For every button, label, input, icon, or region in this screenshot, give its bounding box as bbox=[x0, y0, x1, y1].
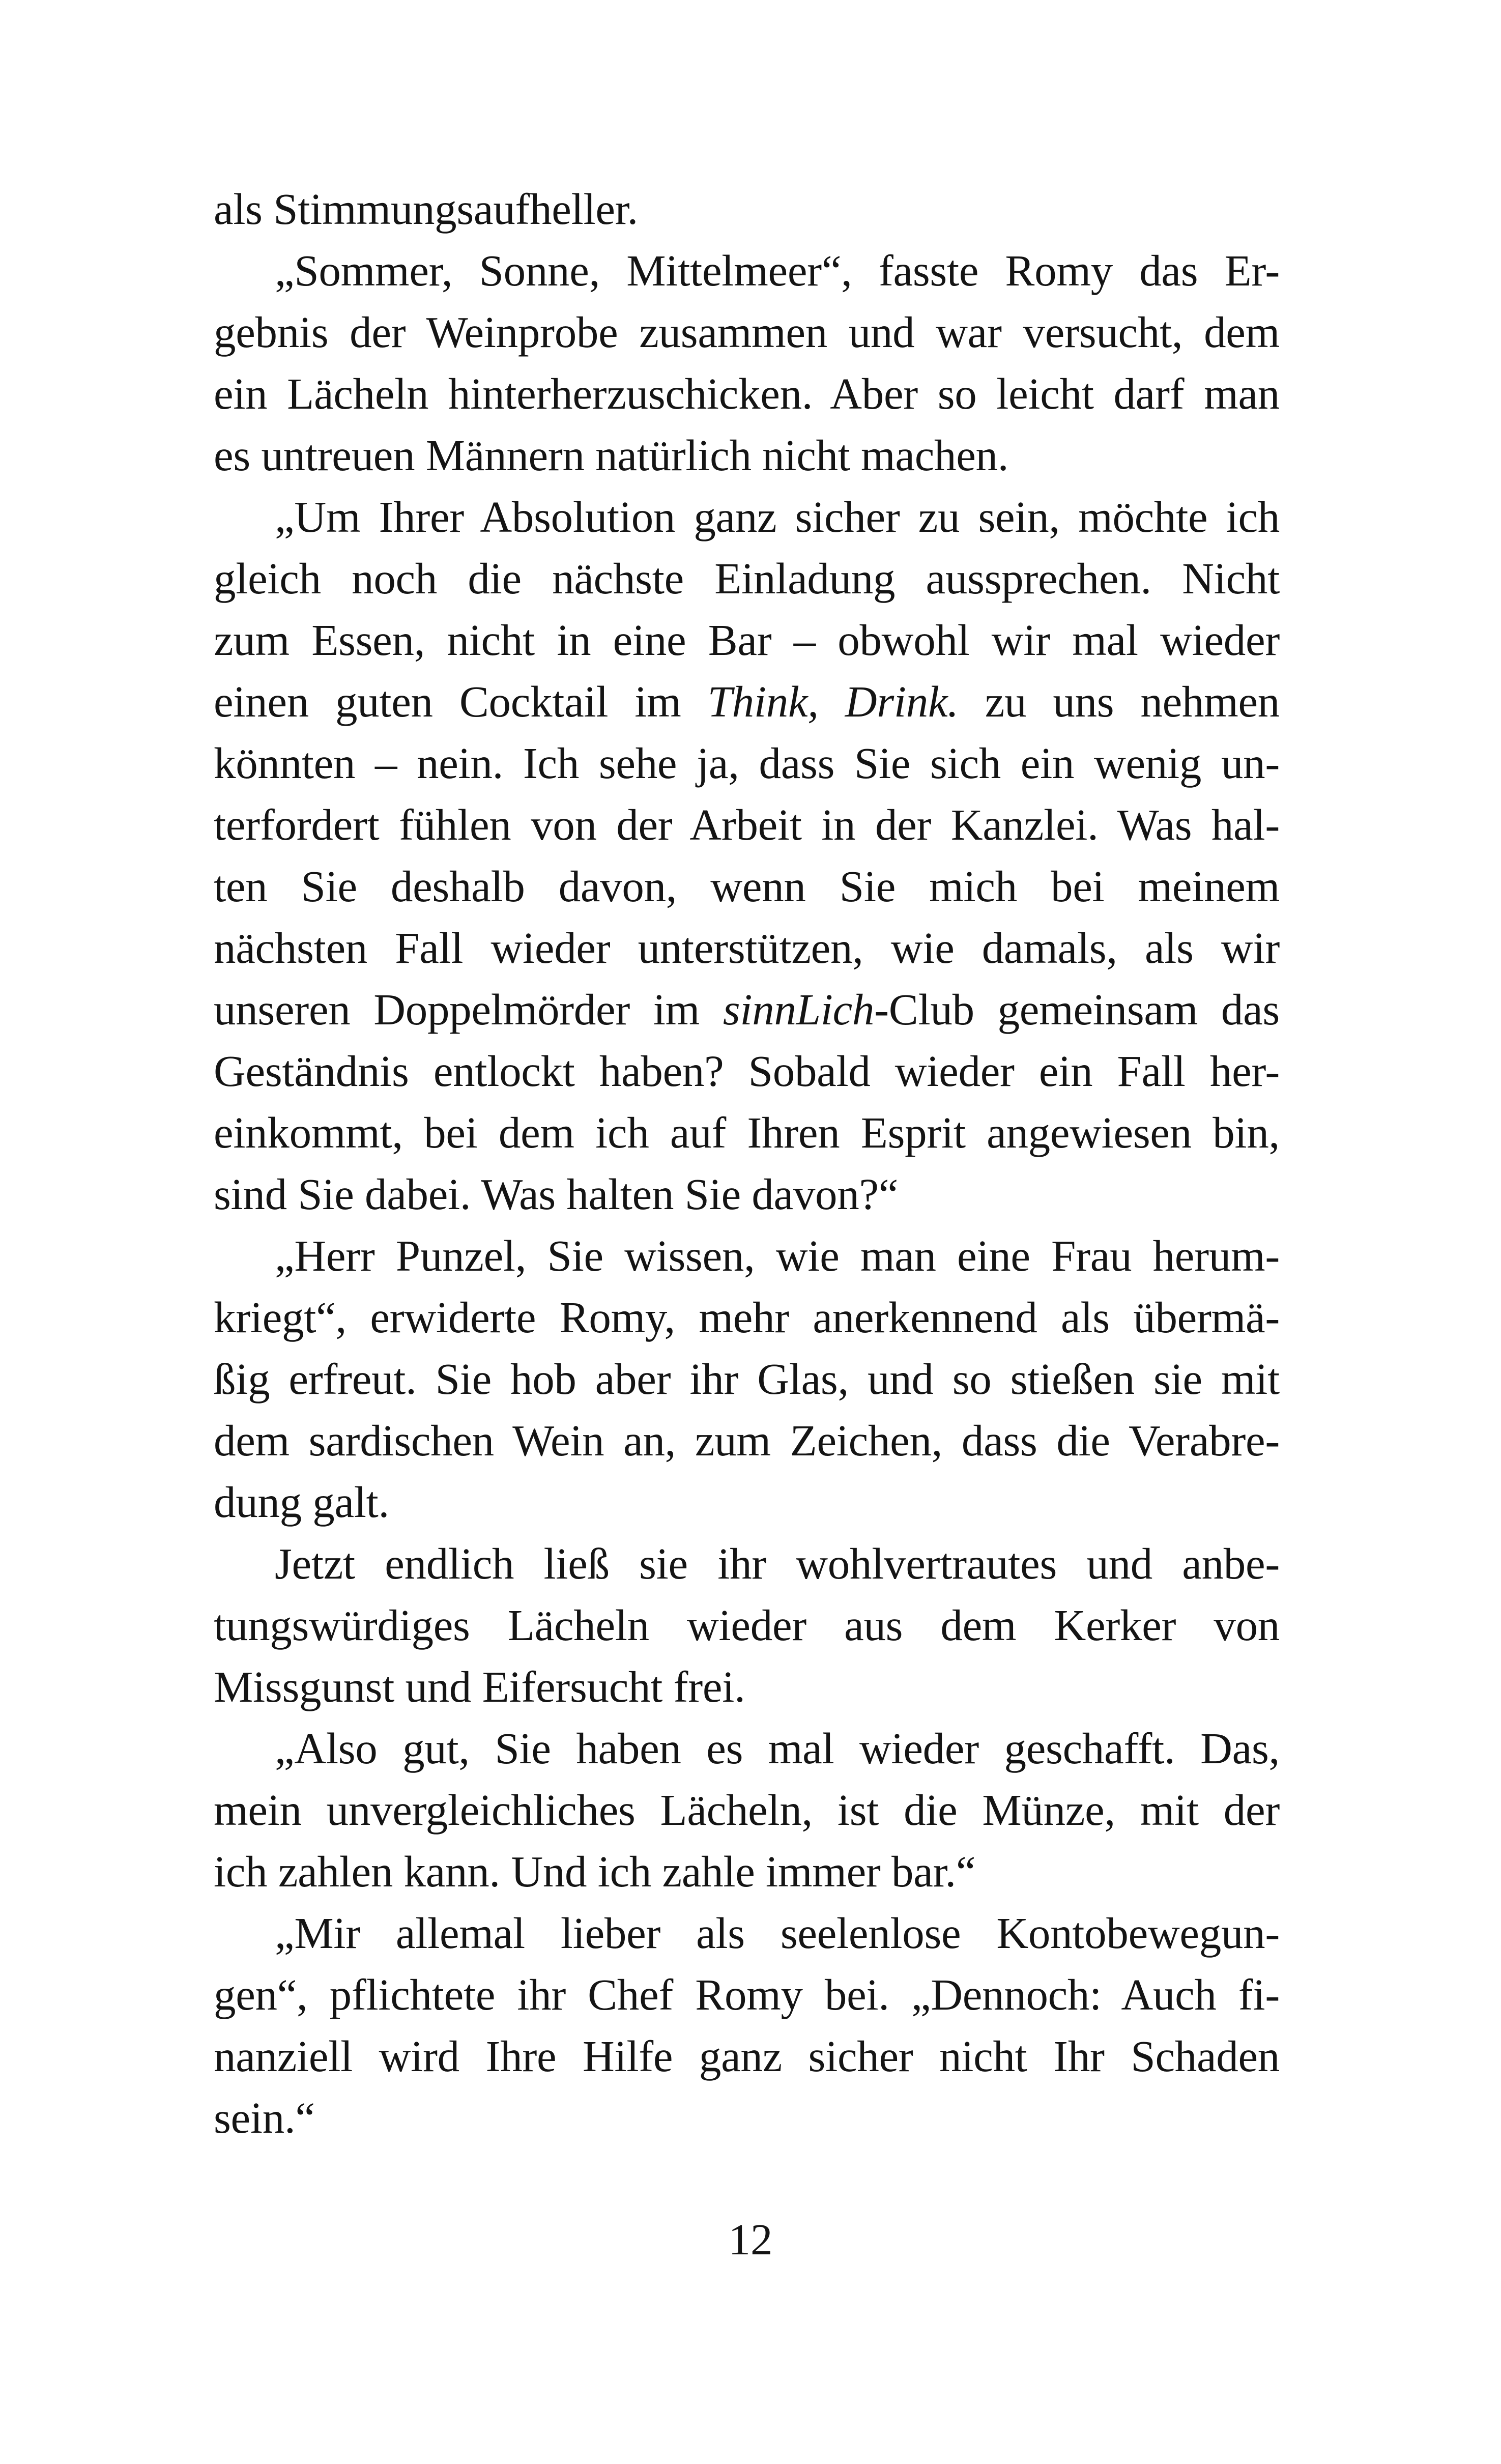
text-line: dem sardischen Wein an, zum Zeichen, dass die Verabre- bbox=[214, 1416, 1280, 1465]
text-segment: unseren Doppelmörder im bbox=[214, 985, 723, 1034]
text-line: sein.“ bbox=[214, 2093, 315, 2142]
text-line: es untreuen Männern natürlich nicht machen. bbox=[214, 431, 1009, 480]
body-text bbox=[214, 178, 1280, 2148]
text-line: nanziell wird Ihre Hilfe ganz sicher nicht Ihr Schaden bbox=[214, 2031, 1280, 2081]
text-line: tungswürdiges Lächeln wieder aus dem Kerker von bbox=[214, 1600, 1280, 1650]
text-line bbox=[214, 979, 1280, 1040]
text-segment: -Club gemeinsam das bbox=[874, 985, 1280, 1034]
text-line: gen“, pflichtete ihr Chef Romy bei. „Dennoch: Auch fi- bbox=[214, 1970, 1280, 2019]
text-line: ich zahlen kann. Und ich zahle immer bar.“ bbox=[214, 1847, 976, 1896]
italic-text: Think, Drink. bbox=[707, 677, 959, 726]
text-line: gleich noch die nächste Einladung aussprechen. Nicht bbox=[214, 554, 1280, 603]
text-line bbox=[214, 671, 1280, 732]
page-number: 12 bbox=[728, 2215, 773, 2264]
text-line: Jetzt endlich ließ sie ihr wohlvertrautes und anbe- bbox=[275, 1539, 1280, 1588]
text-line: Missgunst und Eifersucht frei. bbox=[214, 1662, 745, 1711]
text-line: dung galt. bbox=[214, 1477, 389, 1527]
text-line: nächsten Fall wieder unterstützen, wie damals, als wir bbox=[214, 923, 1280, 972]
text-line: kriegt“, erwiderte Romy, mehr anerkennend als übermä- bbox=[214, 1293, 1280, 1342]
text-line: „Herr Punzel, Sie wissen, wie man eine Frau herum- bbox=[275, 1231, 1280, 1280]
text-line: als Stimmungsaufheller. bbox=[214, 184, 639, 234]
text-line: „Um Ihrer Absolution ganz sicher zu sein, möchte ich bbox=[275, 492, 1280, 541]
text-line: ßig erfreut. Sie hob aber ihr Glas, und so stießen sie mit bbox=[214, 1354, 1280, 1403]
text-line: mein unvergleichliches Lächeln, ist die Münze, mit der bbox=[214, 1785, 1280, 1835]
text-line: zum Essen, nicht in eine Bar – obwohl wir mal wieder bbox=[214, 615, 1280, 665]
text-line: „Mir allemal lieber als seelenlose Kontobewegun- bbox=[275, 1908, 1280, 1958]
text-line: ten Sie deshalb davon, wenn Sie mich bei meinem bbox=[214, 862, 1280, 911]
text-line: „Sommer, Sonne, Mittelmeer“, fasste Romy das Er- bbox=[275, 246, 1280, 295]
text-line: terfordert fühlen von der Arbeit in der Kanzlei. Was hal- bbox=[214, 800, 1280, 849]
text-segment: zu uns nehmen bbox=[958, 677, 1280, 726]
text-line: ein Lächeln hinterherzuschicken. Aber so leicht darf man bbox=[214, 369, 1280, 418]
text-line: Geständnis entlockt haben? Sobald wieder ein Fall her- bbox=[214, 1046, 1280, 1096]
text-line: „Also gut, Sie haben es mal wieder geschafft. Das, bbox=[275, 1724, 1280, 1773]
text-line: gebnis der Weinprobe zusammen und war versucht, dem bbox=[214, 307, 1280, 357]
text-line: sind Sie dabei. Was halten Sie davon?“ bbox=[214, 1169, 899, 1219]
text-line: könnten – nein. Ich sehe ja, dass Sie sich ein wenig un- bbox=[214, 738, 1280, 788]
text-segment: einen guten Cocktail im bbox=[214, 677, 708, 726]
italic-text: sinnLich bbox=[723, 985, 875, 1034]
text-line: einkommt, bei dem ich auf Ihren Esprit angewiesen bin, bbox=[214, 1108, 1280, 1157]
